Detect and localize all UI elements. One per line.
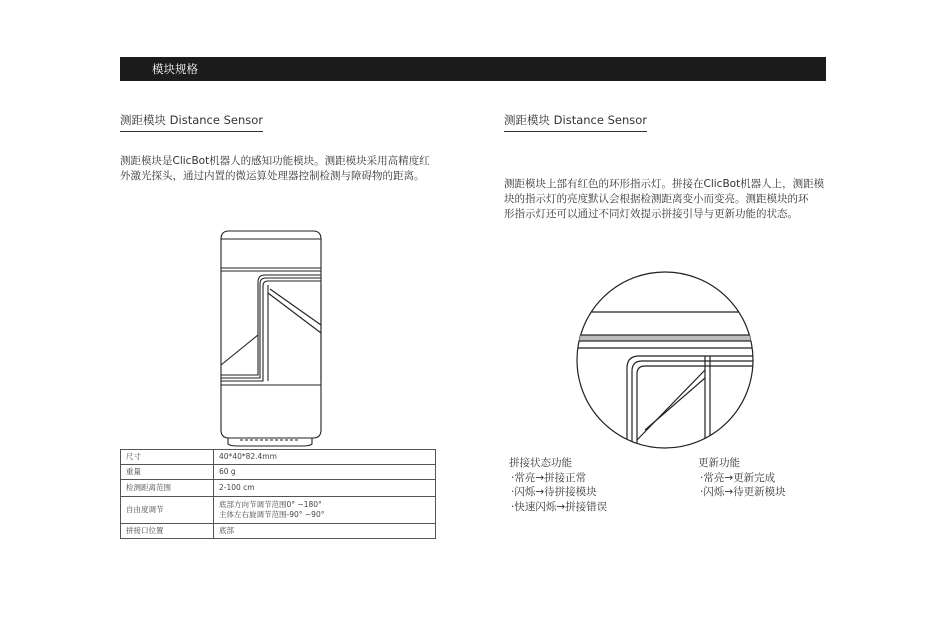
spec-value: 60 g bbox=[214, 465, 436, 480]
spec-label: 拼接口位置 bbox=[121, 524, 214, 539]
spec-value-line: 主体左右旋调节范围-90° ~90° bbox=[219, 510, 325, 519]
spec-label: 检测距离范围 bbox=[121, 480, 214, 497]
spec-value: 底部 bbox=[214, 524, 436, 539]
table-row bbox=[121, 480, 436, 497]
table-row bbox=[121, 450, 436, 465]
list-item: ·常亮→更新完成 bbox=[700, 471, 776, 484]
spec-label: 重量 bbox=[121, 465, 214, 480]
table-row bbox=[121, 524, 436, 539]
header-title: 模块规格 bbox=[152, 62, 198, 76]
spec-table bbox=[120, 449, 436, 539]
update-status-block bbox=[698, 456, 786, 500]
spec-value: 40*40*82.4mm bbox=[214, 450, 436, 465]
list-item: ·常亮→拼接正常 bbox=[511, 471, 587, 484]
list-item: ·闪烁→待更新模块 bbox=[700, 486, 786, 498]
spec-label: 自由度调节 bbox=[121, 497, 214, 524]
spec-label: 尺寸 bbox=[121, 450, 214, 465]
splice-status-block bbox=[509, 456, 607, 514]
left-section-title: 测距模块 Distance Sensor bbox=[120, 112, 263, 132]
right-description-line: 块的指示灯的亮度默认会根据检测距离变小而变亮。测距模块的环 bbox=[504, 193, 809, 205]
right-description bbox=[504, 177, 834, 222]
splice-status-title: 拼接状态功能 bbox=[509, 457, 572, 469]
header-bar bbox=[120, 57, 826, 81]
spec-value: 2-100 cm bbox=[214, 480, 436, 497]
list-item: ·闪烁→待拼接模块 bbox=[511, 486, 597, 498]
spec-value bbox=[214, 497, 436, 524]
table-row bbox=[121, 465, 436, 480]
list-item: ·快速闪烁→拼接错误 bbox=[511, 500, 608, 513]
right-description-line: 形指示灯还可以通过不同灯效提示拼接引导与更新功能的状态。 bbox=[504, 208, 798, 220]
left-description bbox=[120, 154, 450, 184]
right-description-line: 测距模块上部有红色的环形指示灯。拼接在ClicBot机器人上，测距模 bbox=[504, 178, 825, 190]
left-description-line: 外激光探头，通过内置的微运算处理器控制检测与障碍物的距离。 bbox=[120, 170, 425, 182]
indicator-ring-detail-drawing bbox=[565, 260, 765, 460]
distance-sensor-drawing bbox=[200, 225, 330, 450]
right-section-title: 测距模块 Distance Sensor bbox=[504, 112, 647, 132]
spec-value-line: 底部方向节调节范围0° ~180° bbox=[219, 500, 322, 509]
left-description-line: 测距模块是ClicBot机器人的感知功能模块。测距模块采用高精度红 bbox=[120, 155, 430, 167]
update-status-title: 更新功能 bbox=[698, 457, 740, 469]
table-row bbox=[121, 497, 436, 524]
